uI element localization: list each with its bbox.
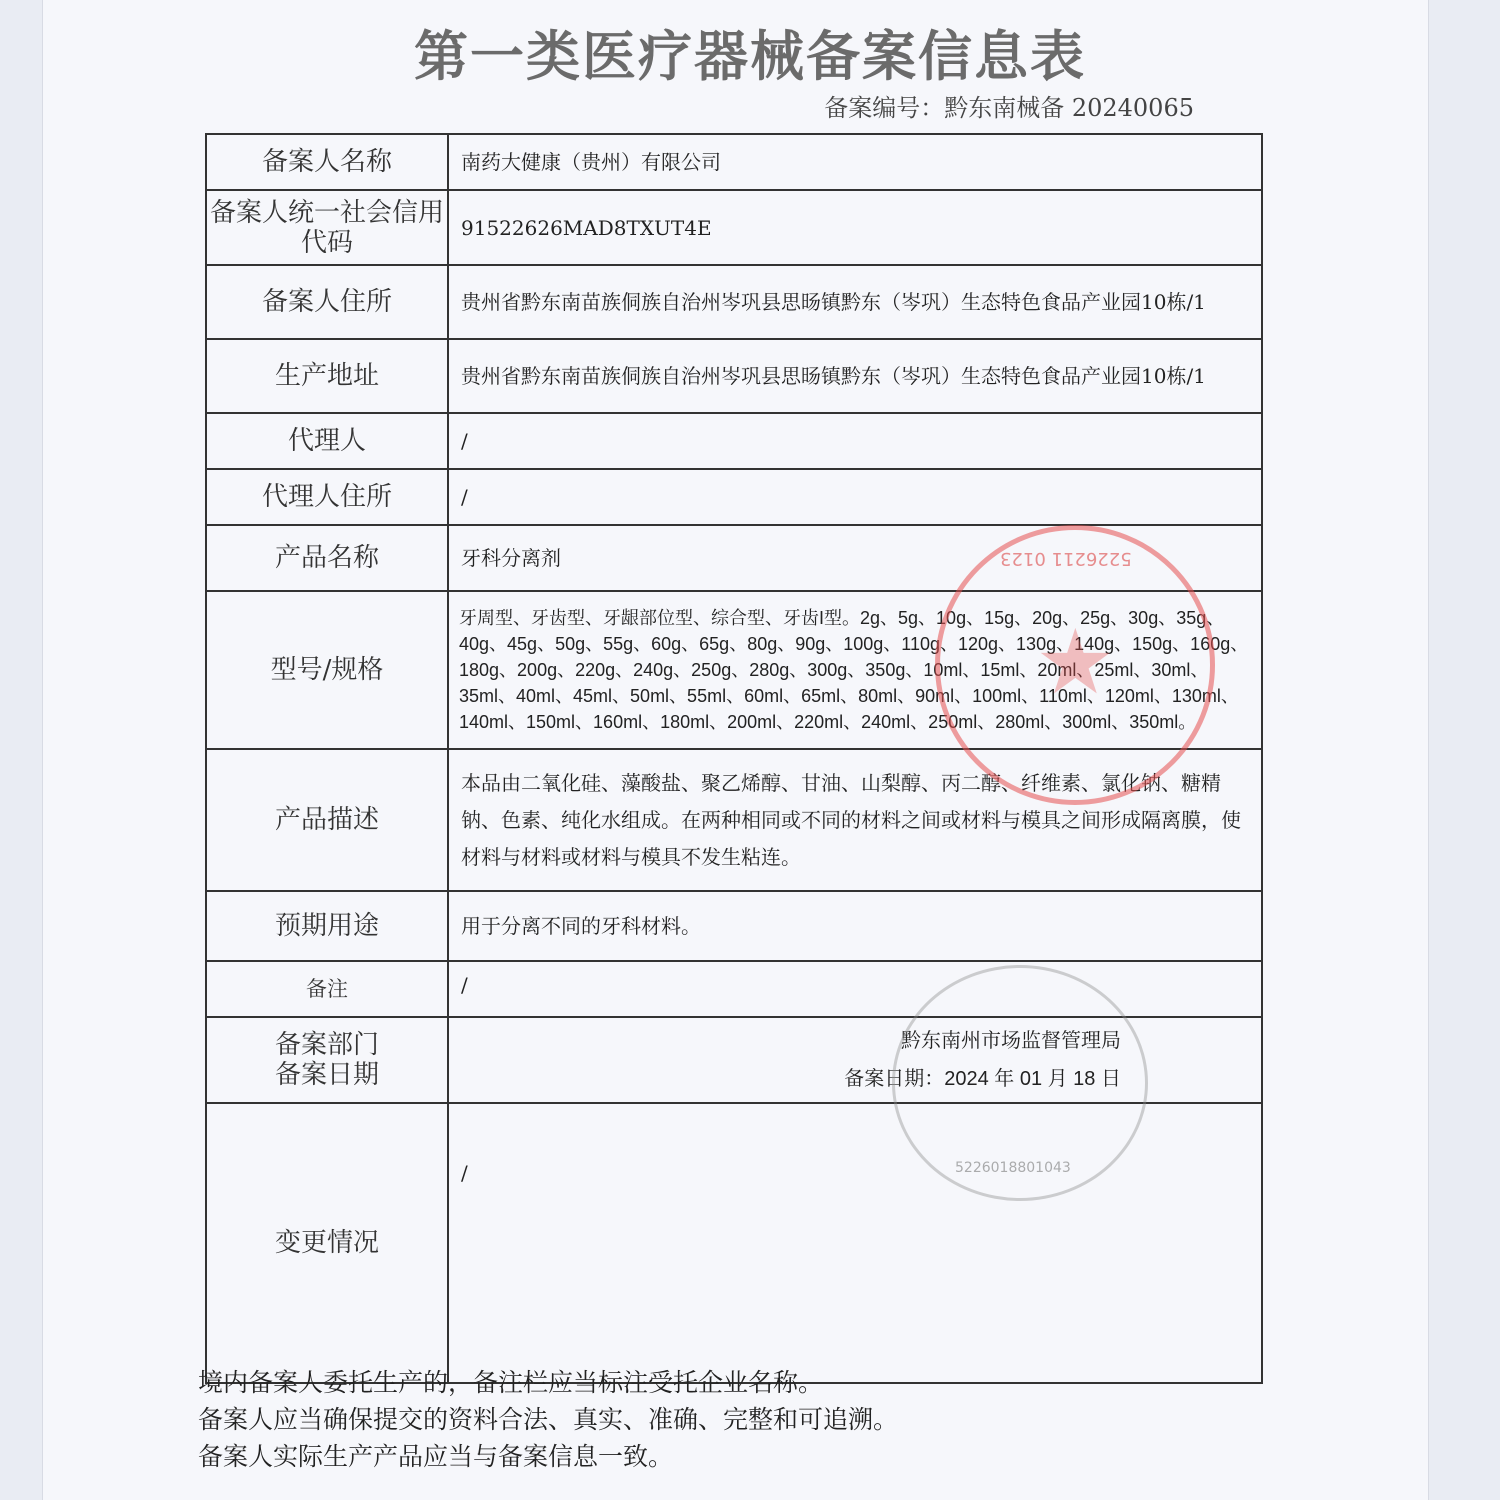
intended-use-value: 用于分离不同的牙科材料。 <box>448 891 1262 961</box>
model-spec-value: 牙周型、牙齿型、牙龈部位型、综合型、牙齿I型。2g、5g、10g、15g、20g、25g、30g、35g、40g、45g、50g、55g、60g、65g、80g、90g、100g、110g、120g、130g、140g、150g、160g、180g、200g、220g、240g、250g、280g、300g、350g、10ml、15ml、20ml、25ml、30ml、35ml、40ml、45ml、50ml、55ml、60ml、65ml、80ml、90ml、100ml、110ml、120ml、130ml、140ml、150ml、160ml、180ml、200ml、220ml、240ml、250ml、280ml、300ml、350ml。 <box>448 591 1262 749</box>
seal-code: 5226211 0123 <box>1000 548 1132 569</box>
table-row <box>206 469 1262 525</box>
document-title: 第一类医疗器械备案信息表 <box>414 24 1086 88</box>
table-row <box>206 339 1262 413</box>
note-line: 备案人应当确保提交的资料合法、真实、准确、完整和可追溯。 <box>198 1405 899 1434</box>
agent-address-label: 代理人住所 <box>206 469 448 525</box>
record-info-table <box>205 133 1263 1384</box>
model-spec-label: 型号/规格 <box>206 591 448 749</box>
filer-address-label: 备案人住所 <box>206 265 448 339</box>
agent-address-value: / <box>448 469 1262 525</box>
agent-value: / <box>448 413 1262 469</box>
table-row <box>206 961 1262 1017</box>
department-date-label <box>206 1017 448 1103</box>
product-description-label: 产品描述 <box>206 749 448 891</box>
filer-address-value: 贵州省黔东南苗族侗族自治州岑巩县思旸镇黔东（岑巩）生态特色食品产业园10栋/1 <box>448 265 1262 339</box>
department-label: 备案部门 <box>274 1030 379 1060</box>
product-name-value: 牙科分离剂 <box>448 525 1262 591</box>
product-description-value: 本品由二氧化硅、藻酸盐、聚乙烯醇、甘油、山梨醇、丙二醇、纤维素、氯化钠、糖精钠、色素、纯化水组成。在两种相同或不同的材料之间或材料与模具之间形成隔离膜，使材料与材料或材料与模具不发生粘连。 <box>448 749 1262 891</box>
date-label: 备案日期 <box>274 1060 379 1090</box>
filer-name-value: 南药大健康（贵州）有限公司 <box>448 134 1262 190</box>
changes-label: 变更情况 <box>206 1103 448 1383</box>
table-row <box>206 1103 1262 1383</box>
notes <box>198 1364 898 1475</box>
credit-code-label: 备案人统一社会信用代码 <box>206 190 448 265</box>
table-row <box>206 591 1262 749</box>
remarks-value: / <box>448 961 1262 1017</box>
remarks-label: 备注 <box>206 961 448 1017</box>
record-date: 备案日期：2024 年 01 月 18 日 <box>844 1068 1121 1090</box>
agent-label: 代理人 <box>206 413 448 469</box>
seal-code: 5226018801043 <box>955 1160 1071 1176</box>
star-icon: ★ <box>1035 610 1116 715</box>
note-line: 备案人实际生产产品应当与备案信息一致。 <box>198 1442 674 1471</box>
production-address-value: 贵州省黔东南苗族侗族自治州岑巩县思旸镇黔东（岑巩）生态特色食品产业园10栋/1 <box>448 339 1262 413</box>
table-row <box>206 749 1262 891</box>
department-date-value <box>448 1017 1262 1103</box>
table-row <box>206 891 1262 961</box>
table-row <box>206 525 1262 591</box>
department-name: 黔东南州市场监督管理局 <box>901 1030 1121 1052</box>
table-row <box>206 413 1262 469</box>
table-row <box>206 190 1262 265</box>
product-name-label: 产品名称 <box>206 525 448 591</box>
note-line: 境内备案人委托生产的，备注栏应当标注受托企业名称。 <box>198 1368 824 1397</box>
filer-name-label: 备案人名称 <box>206 134 448 190</box>
credit-code-value: 91522626MAD8TXUT4E <box>448 190 1262 265</box>
table-row <box>206 1017 1262 1103</box>
record-number: 备案编号：黔东南械备 20240065 <box>824 94 1194 122</box>
production-address-label: 生产地址 <box>206 339 448 413</box>
table-row <box>206 265 1262 339</box>
changes-value: / <box>448 1103 1262 1383</box>
table-row <box>206 134 1262 190</box>
intended-use-label: 预期用途 <box>206 891 448 961</box>
